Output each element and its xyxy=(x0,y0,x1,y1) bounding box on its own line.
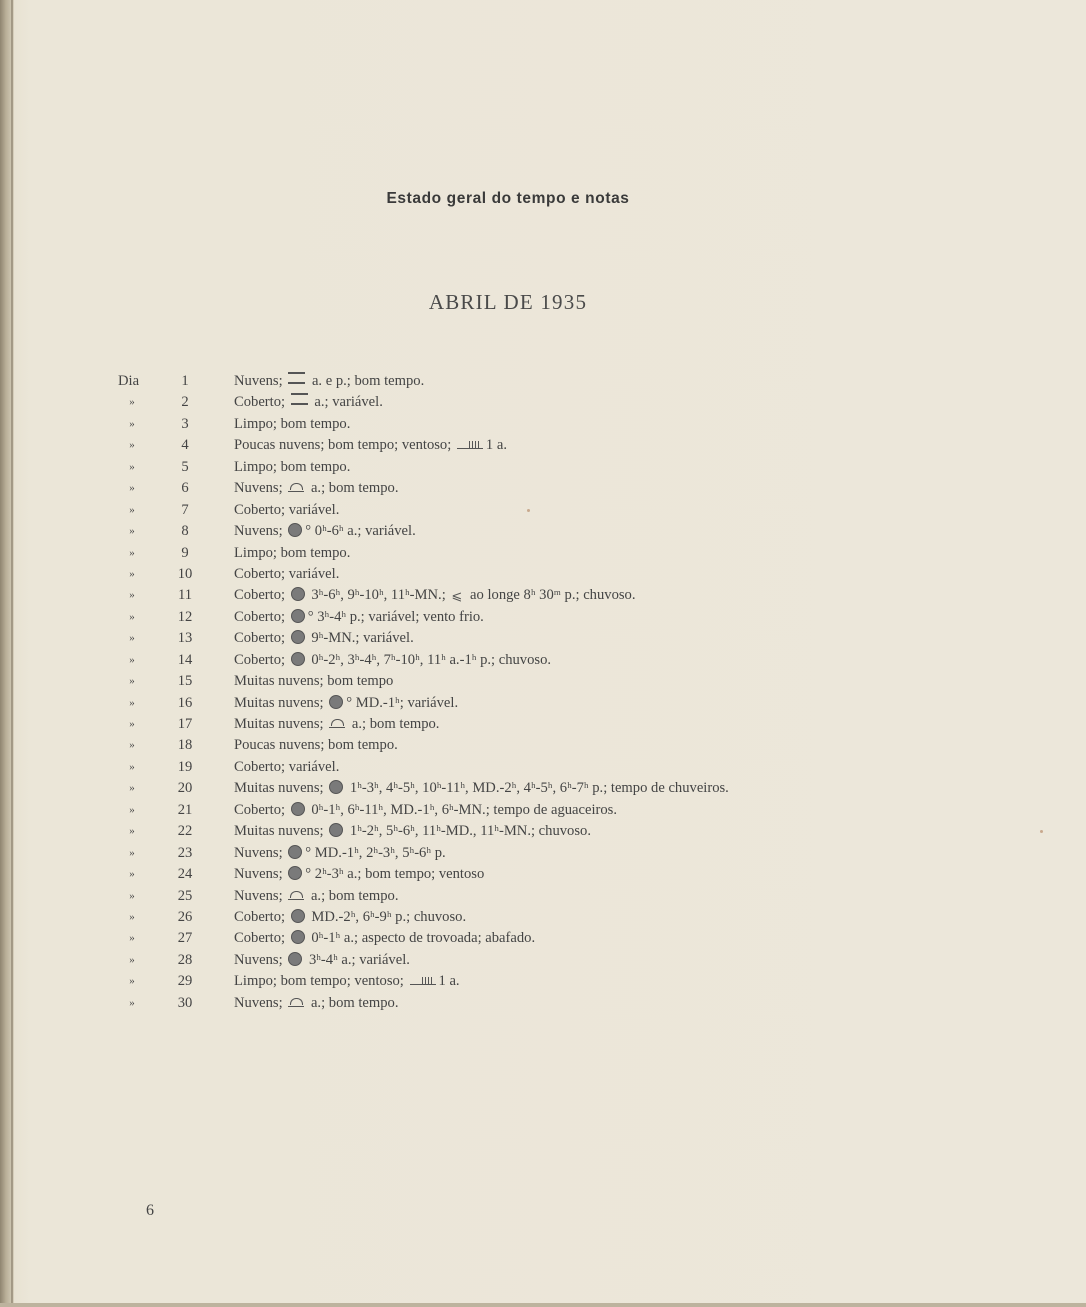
ditto-mark: » xyxy=(129,417,135,430)
ditto-mark: » xyxy=(129,846,135,859)
weather-note xyxy=(234,993,399,1014)
day-number: 24 xyxy=(177,866,193,883)
ditto-mark: » xyxy=(129,868,135,881)
note-text: Muitas nuvens; xyxy=(234,823,328,840)
note-text: Coberto; variável. xyxy=(234,758,340,775)
weather-note xyxy=(234,392,383,413)
note-text: Nuvens; xyxy=(234,994,287,1011)
weather-note xyxy=(234,457,350,478)
day-number: 17 xyxy=(177,716,193,732)
note-text: a.; variável. xyxy=(310,394,383,411)
note-text: MD.-2ʰ, 6ʰ-9ʰ p.; chuvoso. xyxy=(307,908,467,925)
table-row xyxy=(0,392,1086,413)
ditto-mark: » xyxy=(129,546,135,559)
note-text: Coberto; xyxy=(234,651,289,668)
dew-icon xyxy=(288,891,304,900)
day-number: 27 xyxy=(177,930,193,947)
day-number: 7 xyxy=(181,501,189,518)
day-number: 13 xyxy=(177,630,193,647)
weather-note xyxy=(234,757,339,778)
weather-note xyxy=(234,886,399,907)
table-row xyxy=(0,478,1086,499)
day-number: 12 xyxy=(177,608,193,625)
note-text: Limpo; bom tempo. xyxy=(234,544,351,561)
dew-icon xyxy=(288,483,304,492)
day-number: 9 xyxy=(181,544,189,561)
rain-icon xyxy=(329,695,343,709)
note-text: a.; bom tempo. xyxy=(348,716,440,732)
table-row xyxy=(0,950,1086,971)
ditto-mark: » xyxy=(129,996,135,1009)
weather-note xyxy=(234,950,410,971)
rain-icon xyxy=(288,523,302,537)
note-text: 1 a. xyxy=(438,973,460,990)
weather-note xyxy=(234,435,507,456)
note-text: ° MD.-1ʰ, 2ʰ-3ʰ, 5ʰ-6ʰ p. xyxy=(305,844,446,861)
weather-note xyxy=(234,371,424,392)
daily-records-table xyxy=(0,371,1086,1014)
day-number: 2 xyxy=(181,394,189,411)
note-text: 0ʰ-1ʰ a.; aspecto de trovoada; abafado. xyxy=(307,930,536,947)
table-row xyxy=(0,435,1086,456)
ditto-mark: » xyxy=(129,760,135,773)
note-text: a.; bom tempo. xyxy=(307,994,399,1011)
weather-note xyxy=(234,500,339,521)
table-row xyxy=(0,457,1086,478)
day-number: 22 xyxy=(177,823,193,840)
table-row xyxy=(0,886,1086,907)
fog-icon xyxy=(291,393,308,405)
day-number: 1 xyxy=(181,373,189,389)
table-row xyxy=(0,564,1086,585)
weather-note xyxy=(234,650,551,671)
day-number: 16 xyxy=(177,694,193,711)
weather-note xyxy=(234,821,591,842)
ditto-mark: » xyxy=(129,610,135,623)
weather-note xyxy=(234,864,484,885)
day-number: 6 xyxy=(181,480,189,497)
day-number: 10 xyxy=(177,565,193,582)
weather-note xyxy=(234,585,636,606)
note-text: Muitas nuvens; xyxy=(234,694,328,711)
table-row xyxy=(0,778,1086,799)
table-row xyxy=(0,993,1086,1014)
table-row xyxy=(0,671,1086,692)
weather-note xyxy=(234,714,439,735)
weather-note xyxy=(234,735,398,756)
rain-icon xyxy=(329,780,343,794)
note-text: Limpo; bom tempo. xyxy=(234,458,351,475)
day-number: 3 xyxy=(181,415,189,432)
day-number: 15 xyxy=(177,673,193,690)
weather-note xyxy=(234,671,393,692)
table-row xyxy=(0,864,1086,885)
note-text: ° 2ʰ-3ʰ a.; bom tempo; ventoso xyxy=(305,866,485,883)
dew-icon xyxy=(288,998,304,1007)
table-row xyxy=(0,650,1086,671)
rain-icon xyxy=(291,609,305,623)
weather-note xyxy=(234,907,466,928)
note-text: Coberto; xyxy=(234,930,289,947)
weather-note xyxy=(234,928,535,949)
weather-note xyxy=(234,628,414,649)
table-row xyxy=(0,500,1086,521)
note-text: ° 0ʰ-6ʰ a.; variável. xyxy=(305,523,416,540)
ditto-mark: » xyxy=(129,589,135,602)
table-row xyxy=(0,371,1086,392)
table-row xyxy=(0,543,1086,564)
note-text: a.; bom tempo. xyxy=(307,887,399,904)
weather-note xyxy=(234,521,416,542)
note-text: Nuvens; xyxy=(234,951,287,968)
note-text: 3ʰ-4ʰ a.; variável. xyxy=(305,951,410,968)
note-text: Coberto; xyxy=(234,608,289,625)
weather-note xyxy=(234,564,339,585)
note-text: a. e p.; bom tempo. xyxy=(308,373,425,389)
month-title: ABRIL DE 1935 xyxy=(428,290,588,314)
table-row xyxy=(0,607,1086,628)
table-row xyxy=(0,928,1086,949)
note-text: Poucas nuvens; bom tempo. xyxy=(234,737,398,754)
note-text: Coberto; variável. xyxy=(234,565,340,582)
note-text: 0ʰ-2ʰ, 3ʰ-4ʰ, 7ʰ-10ʰ, 11ʰ a.-1ʰ p.; chuvoso. xyxy=(307,651,552,668)
rain-icon xyxy=(291,630,305,644)
rain-icon xyxy=(291,930,305,944)
ditto-mark: » xyxy=(129,525,135,538)
note-text: 3ʰ-6ʰ, 9ʰ-10ʰ, 11ʰ-MN.; xyxy=(307,587,450,604)
weather-note xyxy=(234,778,729,799)
note-text: 9ʰ-MN.; variável. xyxy=(307,630,414,647)
ditto-mark: » xyxy=(129,825,135,838)
note-text: ° 3ʰ-4ʰ p.; variável; vento frio. xyxy=(307,608,484,625)
note-text: Coberto; xyxy=(234,394,289,411)
ditto-mark: » xyxy=(129,782,135,795)
day-number: 19 xyxy=(177,758,193,775)
table-row xyxy=(0,585,1086,606)
day-number: 29 xyxy=(177,973,193,990)
strong-wind-icon xyxy=(457,439,483,449)
note-text: Nuvens; xyxy=(234,887,287,904)
table-row xyxy=(0,907,1086,928)
ditto-mark: » xyxy=(129,910,135,923)
note-text: Muitas nuvens; bom tempo xyxy=(234,673,394,690)
note-text: Coberto; xyxy=(234,801,289,818)
note-text: Poucas nuvens; bom tempo; ventoso; xyxy=(234,437,455,454)
day-number: 8 xyxy=(181,523,189,540)
ditto-mark: » xyxy=(129,718,135,730)
note-text: Nuvens; xyxy=(234,866,287,883)
note-text: Coberto; variável. xyxy=(234,501,340,518)
note-text: 0ʰ-1ʰ, 6ʰ-11ʰ, MD.-1ʰ, 6ʰ-MN.; tempo de aguaceiros. xyxy=(307,801,618,818)
table-row xyxy=(0,757,1086,778)
table-row xyxy=(0,971,1086,992)
note-text: Nuvens; xyxy=(234,523,287,540)
weather-note xyxy=(234,971,460,992)
note-text: Coberto; xyxy=(234,587,289,604)
ditto-mark: » xyxy=(129,803,135,816)
day-number: 23 xyxy=(177,844,193,861)
note-text: Muitas nuvens; xyxy=(234,716,328,732)
day-number: 5 xyxy=(181,458,189,475)
ditto-mark: » xyxy=(129,696,135,709)
ditto-mark: » xyxy=(129,675,135,688)
dew-icon xyxy=(329,719,345,728)
note-text: Limpo; bom tempo. xyxy=(234,415,351,432)
note-text: Coberto; xyxy=(234,630,289,647)
weather-note xyxy=(234,543,350,564)
weather-note xyxy=(234,693,458,714)
weather-note xyxy=(234,843,446,864)
rain-icon xyxy=(288,866,302,880)
day-number: 26 xyxy=(177,908,193,925)
note-text: Nuvens; xyxy=(234,480,287,497)
rain-icon xyxy=(288,845,302,859)
note-text: 1ʰ-2ʰ, 5ʰ-6ʰ, 11ʰ-MD., 11ʰ-MN.; chuvoso. xyxy=(346,823,591,840)
ditto-mark: » xyxy=(129,975,135,988)
weather-note xyxy=(234,414,350,435)
table-row xyxy=(0,800,1086,821)
ditto-mark: » xyxy=(129,503,135,516)
day-number: 21 xyxy=(177,801,193,818)
day-number: 14 xyxy=(177,651,193,668)
table-row xyxy=(0,843,1086,864)
day-number: 28 xyxy=(177,951,193,968)
table-row xyxy=(0,735,1086,756)
note-text: Nuvens; xyxy=(234,373,287,389)
ditto-mark: » xyxy=(129,567,135,580)
note-text: Muitas nuvens; xyxy=(234,780,328,797)
ditto-mark: » xyxy=(129,653,135,666)
ditto-mark: » xyxy=(129,889,135,902)
page-bottom-edge xyxy=(0,1303,1086,1307)
section-heading: Estado geral do tempo e notas xyxy=(386,190,630,207)
note-text: a.; bom tempo. xyxy=(307,480,399,497)
table-row xyxy=(0,693,1086,714)
table-row xyxy=(0,628,1086,649)
thunder-icon: ⩽ xyxy=(451,588,463,604)
table-row xyxy=(0,714,1086,735)
day-number: 25 xyxy=(177,887,193,904)
ditto-mark: » xyxy=(129,632,135,645)
rain-icon xyxy=(291,909,305,923)
page-number: 6 xyxy=(146,1202,154,1219)
ditto-mark: » xyxy=(129,460,135,473)
note-text: ° MD.-1ʰ; variável. xyxy=(346,694,459,711)
note-text: 1 a. xyxy=(485,437,507,454)
ditto-mark: » xyxy=(129,439,135,452)
table-row xyxy=(0,821,1086,842)
weather-note xyxy=(234,607,484,628)
ditto-mark: » xyxy=(129,953,135,966)
ditto-mark: » xyxy=(129,932,135,945)
rain-icon xyxy=(288,952,302,966)
day-number: 11 xyxy=(177,587,193,604)
note-text: 1ʰ-3ʰ, 4ʰ-5ʰ, 10ʰ-11ʰ, MD.-2ʰ, 4ʰ-5ʰ, 6ʰ-7ʰ p.; tempo de chuveiros. xyxy=(346,780,729,797)
table-row xyxy=(0,414,1086,435)
rain-icon xyxy=(329,823,343,837)
day-number: 18 xyxy=(177,737,193,754)
note-text: Limpo; bom tempo; ventoso; xyxy=(234,973,408,990)
note-text: ao longe 8ʰ 30ᵐ p.; chuvoso. xyxy=(466,587,636,604)
ditto-mark: » xyxy=(129,396,135,409)
rain-icon xyxy=(291,587,305,601)
day-number: 4 xyxy=(181,437,189,454)
rain-icon xyxy=(291,802,305,816)
ditto-mark: » xyxy=(129,739,135,752)
weather-note xyxy=(234,800,617,821)
day-label: Dia xyxy=(118,373,140,389)
table-row xyxy=(0,521,1086,542)
note-text: Nuvens; xyxy=(234,844,287,861)
rain-icon xyxy=(291,652,305,666)
fog-icon xyxy=(288,372,305,384)
strong-wind-icon xyxy=(410,975,436,985)
ditto-mark: » xyxy=(129,482,135,495)
day-number: 30 xyxy=(177,994,193,1011)
weather-note xyxy=(234,478,399,499)
day-number: 20 xyxy=(177,780,193,797)
note-text: Coberto; xyxy=(234,908,289,925)
